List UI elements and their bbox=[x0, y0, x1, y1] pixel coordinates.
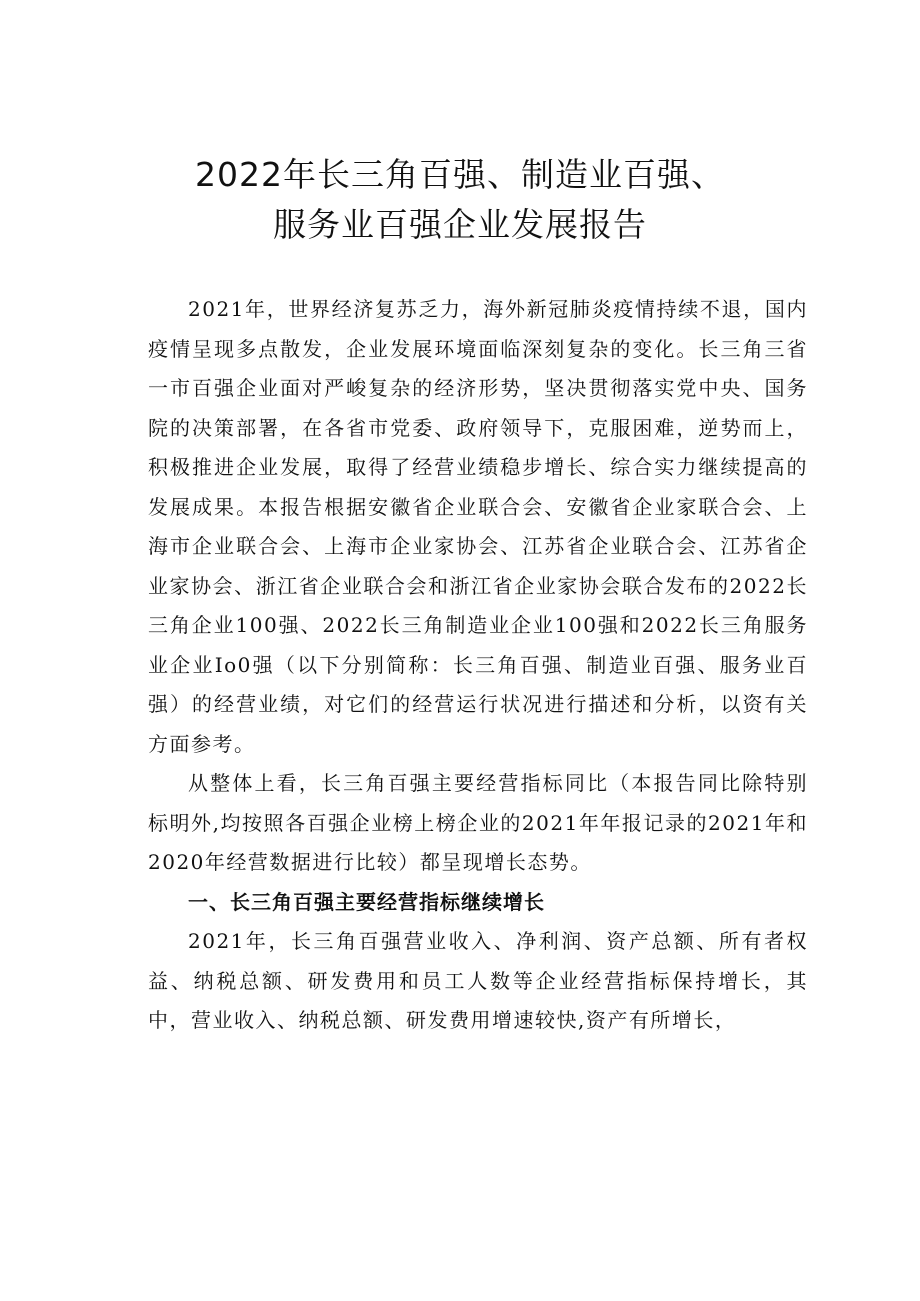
section-heading: 一、长三角百强主要经营指标继续增长 bbox=[188, 889, 545, 914]
paragraph-intro: 2021年，世界经济复苏乏力，海外新冠肺炎疫情持续不退，国内疫情呈现多点散发，企业发展环境面临深刻复杂的变化。长三角三省一市百强企业面对严峻复杂的经济形势，坚决贯彻落实党中央、国务院的决策部署，在各省市党委、政府领导下，克服困难，逆势而上，积极推进企业发展，取得了经营业绩稳步增长、综合实力继续提高的发展成果。本报告根据安徽省企业联合会、安徽省企业家联合会、上海市企业联合会、上海市企业家协会、江苏省企业联合会、江苏省企业家协会、浙江省企业联合会和浙江省企业家协会联合发布的2022长三角企业100强、2022长三角制造业企业100强和2022长三角服务业企业Io0强（以下分别简称：长三角百强、制造业百强、服务业百强）的经营业绩，对它们的经营运行状况进行描述和分析，以资有关方面参考。 bbox=[148, 297, 808, 756]
document-body bbox=[148, 290, 808, 1041]
paragraph-section-one: 2021年，长三角百强营业收入、净利润、资产总额、所有者权益、纳税总额、研发费用和员工人数等企业经营指标保持增长，其中，营业收入、纳税总额、研发费用增速较快,资产有所增长， bbox=[148, 929, 808, 1032]
document-title bbox=[0, 150, 920, 250]
title-line-2: 服务业百强企业发展报告 bbox=[273, 205, 647, 244]
paragraph-overview: 从整体上看，长三角百强主要经营指标同比（本报告同比除特别标明外,均按照各百强企业榜上榜企业的2021年年报记录的2021年和2020年经营数据进行比较）都呈现增长态势。 bbox=[148, 771, 808, 874]
title-line-1: 2022年长三角百强、制造业百强、 bbox=[195, 155, 725, 194]
